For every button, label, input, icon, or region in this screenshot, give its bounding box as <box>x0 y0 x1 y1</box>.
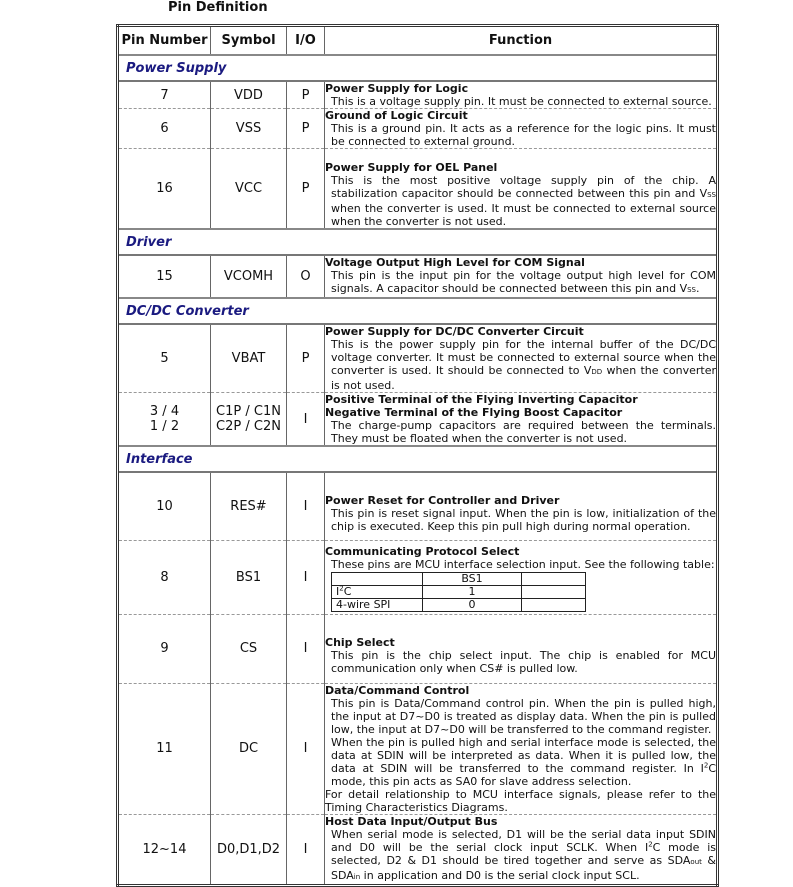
pin-number: 7 <box>118 81 211 109</box>
bs1-empty <box>522 598 586 611</box>
pin-function <box>325 81 718 109</box>
section-power-supply <box>118 55 718 81</box>
table-row <box>118 393 718 447</box>
text-part: When the pin is pulled high and serial interface mode is selected, the data at SDIN will be interpreted as data. When it is pulled low, the data at SDIN will be transferred to the command register. In I <box>331 735 716 775</box>
text-part: This is the most positive voltage supply pin of the chip. A stabilization capacitor should be connected between this pin and V <box>331 174 716 200</box>
bs1-mode <box>332 585 423 598</box>
section-label: Interface <box>118 446 718 472</box>
section-interface <box>118 446 718 472</box>
section-dcdc-converter <box>118 298 718 324</box>
pin-number: 11 <box>118 683 211 814</box>
function-description: This pin is reset signal input. When the pin is low, initialization of the chip is executed. Keep this pin pull high during normal operation. <box>331 506 716 533</box>
text-part: in application and D0 is the serial clock input SCL. <box>360 868 640 882</box>
pin-number: 8 <box>118 540 211 614</box>
pin-function <box>325 149 718 230</box>
text-part: when the converter is used. It must be connected to external source when the converter is not used. <box>331 202 716 228</box>
function-title: Power Supply for OEL Panel <box>325 161 498 174</box>
table-row <box>118 149 718 230</box>
bs1-header-bs1: BS1 <box>423 572 522 585</box>
function-title: Chip Select <box>325 636 395 649</box>
bs1-header-empty <box>522 572 586 585</box>
function-description: These pins are MCU interface selection input. See the following table: <box>331 557 715 571</box>
pin-symbol: VCOMH <box>211 255 287 298</box>
pin-number: 16 <box>118 149 211 230</box>
subscript: out <box>690 857 702 866</box>
pin-symbol: VDD <box>211 81 287 109</box>
bs1-empty <box>522 585 586 598</box>
pin-io: I <box>287 683 325 814</box>
pin-function <box>325 540 718 614</box>
bs1-selection-table <box>331 572 586 612</box>
table-row <box>118 814 718 885</box>
pin-definition-table <box>116 24 719 887</box>
section-label: Driver <box>118 229 718 255</box>
pin-io: I <box>287 614 325 683</box>
pin-function <box>325 255 718 298</box>
text-part: I <box>336 584 340 598</box>
function-description <box>325 269 716 297</box>
pin-function <box>325 683 718 814</box>
page-title: Pin Definition <box>168 0 268 15</box>
pin-io: I <box>287 393 325 447</box>
pin-symbol: VSS <box>211 109 287 149</box>
text-part: C <box>343 584 352 598</box>
function-description: This pin is Data/Command control pin. When the pin is pulled high, the input at D7~D0 is treated as display data. When the pin is pulled low, the input at D7~D0 will be transferred to the command register. <box>331 696 716 736</box>
pin-io: I <box>287 472 325 540</box>
pin-number-line: 3 / 4 <box>149 404 180 419</box>
pin-io: I <box>287 540 325 614</box>
function-title: Power Reset for Controller and Driver <box>325 493 560 507</box>
function-description: The charge-pump capacitors are required between the terminals. They must be floated when the converter is not used. <box>331 419 716 445</box>
table-row <box>118 472 718 540</box>
function-title: Positive Terminal of the Flying Inverting Capacitor <box>325 393 638 406</box>
table-row <box>118 540 718 614</box>
pin-symbol-line: C2P / C2N <box>216 419 281 434</box>
function-description <box>325 828 716 884</box>
pin-symbol: VCC <box>211 149 287 230</box>
pin-io: P <box>287 324 325 393</box>
function-title: Ground of Logic Circuit <box>325 109 468 122</box>
table-row <box>118 614 718 683</box>
function-description <box>325 338 716 392</box>
section-label: DC/DC Converter <box>118 298 718 324</box>
pin-function <box>325 614 718 683</box>
subscript: SS <box>707 191 716 199</box>
table-row <box>118 81 718 109</box>
subscript: SS <box>687 286 696 294</box>
bs1-table-row <box>332 598 586 611</box>
header-function: Function <box>325 26 718 56</box>
text-part: When serial mode is selected, D1 will be the serial data input SDIN and D0 will be the serial clock input SCLK. When I <box>331 827 716 854</box>
bs1-header-mode <box>332 572 423 585</box>
pin-function <box>325 324 718 393</box>
pin-function <box>325 472 718 540</box>
text-part: . <box>696 282 700 295</box>
pin-function <box>325 814 718 885</box>
function-title-secondary: Negative Terminal of the Flying Boost Capacitor <box>325 406 623 419</box>
table-row <box>118 255 718 298</box>
text-part: & SDA <box>331 853 716 882</box>
pin-number: 15 <box>118 255 211 298</box>
function-description <box>325 174 716 228</box>
section-label: Power Supply <box>118 55 718 81</box>
function-title: Data/Command Control <box>325 683 470 697</box>
function-title: Host Data Input/Output Bus <box>325 814 498 828</box>
function-description-serial <box>325 736 716 788</box>
pin-symbol: D0,D1,D2 <box>211 814 287 885</box>
superscript: 2 <box>648 839 653 848</box>
function-description: This pin is the chip select input. The chip is enabled for MCU communication only when CS# is pulled low. <box>331 649 716 675</box>
function-note: For detail relationship to MCU interface signals, please refer to the Timing Characteristics Diagrams. <box>325 787 716 814</box>
pin-number: 5 <box>118 324 211 393</box>
pin-io: I <box>287 814 325 885</box>
table-row <box>118 109 718 149</box>
header-io: I/O <box>287 26 325 56</box>
pin-function <box>325 393 718 447</box>
pin-symbol <box>211 393 287 447</box>
bs1-table-row <box>332 585 586 598</box>
function-title: Power Supply for Logic <box>325 82 469 95</box>
pin-symbol: CS <box>211 614 287 683</box>
function-description: This is a ground pin. It acts as a reference for the logic pins. It must be connected to external ground. <box>331 122 716 148</box>
pin-io: O <box>287 255 325 298</box>
pin-symbol: BS1 <box>211 540 287 614</box>
superscript: 2 <box>339 583 344 592</box>
text-part: when the converter is not used. <box>331 364 717 392</box>
pin-number <box>118 393 211 447</box>
header-symbol: Symbol <box>211 26 287 56</box>
bs1-value: 0 <box>423 598 522 611</box>
table-header-row <box>118 26 718 56</box>
function-description: This is a voltage supply pin. It must be connected to external source. <box>331 95 712 108</box>
pin-number: 10 <box>118 472 211 540</box>
bs1-table-header <box>332 572 586 585</box>
table-row <box>118 324 718 393</box>
pin-symbol: RES# <box>211 472 287 540</box>
subscript: in <box>353 872 361 881</box>
pin-io: P <box>287 109 325 149</box>
pin-function <box>325 109 718 149</box>
text-part: This pin is the input pin for the voltage output high level for COM signals. A capacitor should be connected between this pin and V <box>331 269 716 295</box>
pin-number: 6 <box>118 109 211 149</box>
pin-io: P <box>287 149 325 230</box>
pin-symbol-line: C1P / C1N <box>216 404 281 419</box>
pin-symbol: DC <box>211 683 287 814</box>
text-part: C mode is selected, D2 & D1 should be tired together and serve as SDA <box>331 840 716 867</box>
table-row <box>118 683 718 814</box>
header-pin-number: Pin Number <box>118 26 211 56</box>
function-title: Communicating Protocol Select <box>325 544 520 558</box>
text-part: This is the power supply pin for the internal buffer of the DC/DC voltage converter. It must be connected to external source when the converter is used. It should be connected to V <box>331 338 716 377</box>
pin-number: 12~14 <box>118 814 211 885</box>
function-title: Voltage Output High Level for COM Signal <box>325 256 585 269</box>
section-driver <box>118 229 718 255</box>
text-part: C mode, this pin acts as SA0 for slave address selection. <box>331 761 716 788</box>
pin-symbol: VBAT <box>211 324 287 393</box>
pin-io: P <box>287 81 325 109</box>
superscript: 2 <box>703 760 709 769</box>
pin-number: 9 <box>118 614 211 683</box>
bs1-mode: 4-wire SPI <box>332 598 423 611</box>
pin-number-line: 1 / 2 <box>149 419 180 434</box>
bs1-value: 1 <box>423 585 522 598</box>
subscript: DD <box>591 368 603 376</box>
function-title: Power Supply for DC/DC Converter Circuit <box>325 325 584 338</box>
